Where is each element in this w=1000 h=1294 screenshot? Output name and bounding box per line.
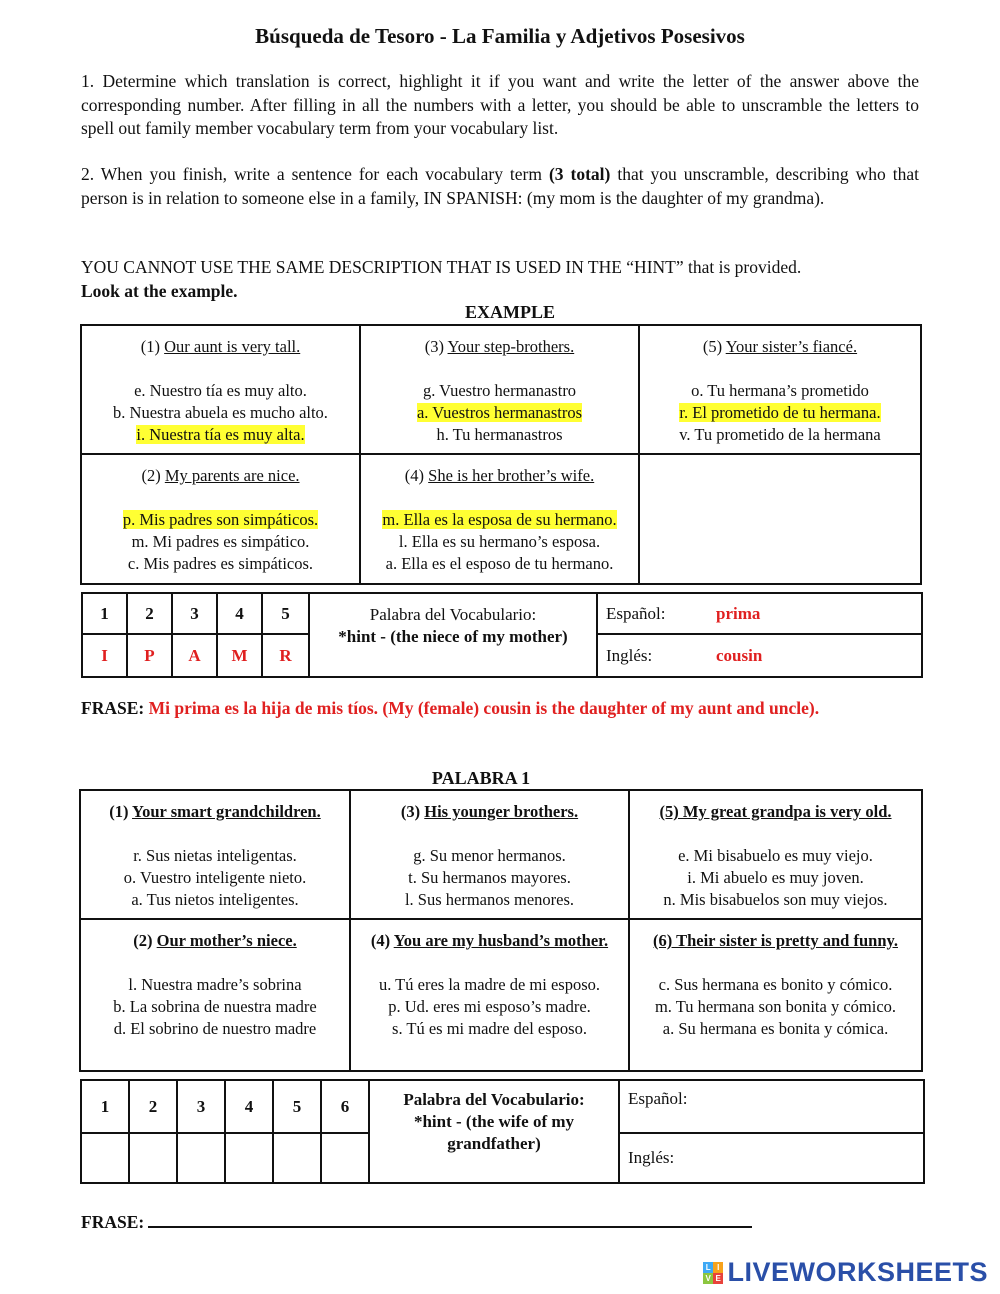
question-prompt: (2) My parents are nice.: [141, 466, 300, 485]
palabra-1-question-1: [80, 790, 350, 919]
vocab-label-cell: [369, 1080, 619, 1183]
option-highlighted[interactable]: a. Vuestros hermanastros: [416, 403, 583, 422]
frase-answer[interactable]: Mi prima es la hija de mis tíos. (My (female) cousin is the daughter of my aunt and uncle).: [148, 698, 820, 718]
option[interactable]: l. Ella es su hermano’s esposa.: [398, 532, 601, 551]
palabra-1-question-3: [350, 790, 629, 919]
example-question-4: [360, 454, 639, 584]
instruction-2-bold: (3 total): [548, 164, 611, 184]
option[interactable]: o. Vuestro inteligente nieto.: [123, 868, 307, 887]
question-prompt: (6) Their sister is pretty and funny.: [653, 931, 898, 950]
instruction-1: 1. Determine which translation is correct, highlight it if you want and write the letter of the answer above the corresponding number. After filling in all the numbers with a letter, you should be able to unscramble the letters to spell out family member vocabulary term from your vocabulary list.: [81, 71, 919, 138]
vocab-hint-line-1: *hint - (the wife of my: [413, 1112, 575, 1131]
question-prompt: (4) She is her brother’s wife.: [404, 466, 595, 485]
number-cell: 3: [172, 593, 217, 634]
question-prompt: (5) My great grandpa is very old.: [659, 802, 892, 821]
ingles-cell[interactable]: [619, 1133, 924, 1183]
page-title: Búsqueda de Tesoro - La Familia y Adjetivos Posesivos: [255, 24, 745, 48]
option[interactable]: b. Nuestra abuela es mucho alto.: [113, 403, 328, 422]
letter-input-cell[interactable]: [177, 1133, 225, 1183]
option-highlighted[interactable]: r. El prometido de tu hermana.: [679, 403, 881, 422]
ingles-cell: [597, 634, 922, 677]
example-question-5: [639, 325, 921, 454]
example-question-2: [81, 454, 360, 584]
instruction-2: [81, 163, 919, 210]
option-highlighted[interactable]: m. Ella es la esposa de su hermano.: [382, 510, 617, 529]
palabra-1-question-2: [80, 919, 350, 1071]
vocab-hint-line-2: grandfather): [447, 1134, 541, 1153]
number-cell: 6: [321, 1080, 369, 1133]
empty-cell: [639, 454, 921, 584]
espanol-cell: [597, 593, 922, 634]
ingles-value[interactable]: cousin: [716, 645, 763, 665]
question-prompt: (5) Your sister’s fiancé.: [702, 337, 858, 356]
liveworksheets-logo-text: LIVEWORKSHEETS: [727, 1257, 988, 1287]
palabra-1-question-table: [79, 789, 923, 1072]
example-frase: FRASE: Mi prima es la hija de mis tíos. (My (female) cousin is the daughter of my aunt and uncle).: [81, 698, 820, 718]
letter-cell[interactable]: P: [127, 634, 172, 677]
option[interactable]: g. Su menor hermanos.: [413, 846, 566, 865]
option[interactable]: l. Sus hermanos menores.: [404, 890, 575, 909]
number-cell: 5: [262, 593, 309, 634]
espanol-cell[interactable]: [619, 1080, 924, 1133]
option-highlighted[interactable]: i. Nuestra tía es muy alta.: [136, 425, 305, 444]
question-prompt: (2) Our mother’s niece.: [133, 931, 297, 950]
option[interactable]: l. Nuestra madre’s sobrina: [128, 975, 302, 994]
option[interactable]: v. Tu prometido de la hermana: [679, 425, 881, 444]
letter-cell[interactable]: R: [262, 634, 309, 677]
example-heading: EXAMPLE: [465, 302, 555, 322]
question-prompt: (1) Our aunt is very tall.: [140, 337, 301, 356]
letter-cell[interactable]: A: [172, 634, 217, 677]
number-cell: 4: [225, 1080, 273, 1133]
letter-input-cell[interactable]: [273, 1133, 321, 1183]
number-cell: 1: [82, 593, 127, 634]
vocab-label-cell: [309, 593, 597, 677]
letter-input-cell[interactable]: [225, 1133, 273, 1183]
option[interactable]: u. Tú eres la madre de mi esposo.: [378, 975, 600, 994]
instruction-2-part-a: 2. When you finish, write a sentence for each vocabulary term: [81, 164, 549, 184]
option[interactable]: p. Ud. eres mi esposo’s madre.: [388, 997, 591, 1016]
question-prompt: (3) Your step-brothers.: [424, 337, 575, 356]
option[interactable]: e. Nuestro tía es muy alto.: [134, 381, 307, 400]
ingles-label: Inglés:: [628, 1148, 675, 1167]
option[interactable]: n. Mis bisabuelos son muy viejos.: [663, 890, 888, 909]
frase-blank-line[interactable]: [148, 1208, 752, 1228]
frase-label: FRASE:: [81, 1212, 145, 1232]
example-question-3: [360, 325, 639, 454]
letter-input-cell[interactable]: [321, 1133, 369, 1183]
option[interactable]: s. Tú es mi madre del esposo.: [392, 1019, 587, 1038]
example-question-table: [80, 324, 922, 585]
number-cell: 2: [129, 1080, 177, 1133]
espanol-label: Español:: [628, 1089, 688, 1108]
option[interactable]: a. Ella es el esposo de tu hermano.: [385, 554, 614, 573]
option[interactable]: r. Sus nietas inteligentas.: [133, 846, 297, 865]
option-highlighted[interactable]: p. Mis padres son simpáticos.: [122, 510, 319, 529]
ingles-label: Inglés:: [606, 645, 653, 665]
option[interactable]: c. Mis padres es simpáticos.: [127, 554, 314, 573]
palabra-1-question-5: [629, 790, 922, 919]
option[interactable]: b. La sobrina de nuestra madre: [113, 997, 317, 1016]
instruction-2-part-b: that you unscramble, describing who that person is in relation to someone else in a family, IN SPANISH: (my mom is the daughter of my grandma).: [81, 164, 919, 208]
option[interactable]: m. Tu hermana son bonita y cómico.: [654, 997, 897, 1016]
question-prompt: (1) Your smart grandchildren.: [109, 802, 321, 821]
espanol-value[interactable]: prima: [716, 603, 761, 623]
palabra-1-answer-grid: [80, 1079, 925, 1184]
liveworksheets-logo-mark: L I V E: [703, 1262, 723, 1284]
option[interactable]: c. Sus hermana es bonito y cómico.: [658, 975, 893, 994]
number-cell: 1: [81, 1080, 129, 1133]
option[interactable]: g. Vuestro hermanastro: [422, 381, 577, 400]
vocab-label: Palabra del Vocabulario:: [403, 1090, 585, 1109]
option[interactable]: o. Tu hermana’s prometido: [691, 381, 869, 400]
option[interactable]: t. Su hermanos mayores.: [408, 868, 571, 887]
option[interactable]: i. Mi abuelo es muy joven.: [687, 868, 864, 887]
letter-input-cell[interactable]: [129, 1133, 177, 1183]
palabra-1-question-4: [350, 919, 629, 1071]
option[interactable]: e. Mi bisabuelo es muy viejo.: [678, 846, 873, 865]
option[interactable]: d. El sobrino de nuestro madre: [113, 1019, 317, 1038]
letter-input-cell[interactable]: [81, 1133, 129, 1183]
letter-cell[interactable]: I: [82, 634, 127, 677]
option[interactable]: a. Tus nietos inteligentes.: [131, 890, 299, 909]
instruction-3: YOU CANNOT USE THE SAME DESCRIPTION THAT IS USED IN THE “HINT” that is provided.: [81, 257, 802, 277]
vocab-label: Palabra del Vocabulario:: [369, 605, 537, 624]
palabra-1-heading: PALABRA 1: [431, 768, 531, 788]
example-answer-grid: [81, 592, 923, 678]
vocab-hint: *hint - (the niece of my mother): [338, 627, 568, 646]
example-question-1: [81, 325, 360, 454]
number-cell: 5: [273, 1080, 321, 1133]
palabra-1-question-6: [629, 919, 922, 1071]
number-cell: 4: [217, 593, 262, 634]
letter-cell[interactable]: M: [217, 634, 262, 677]
option[interactable]: m. Mi padres es simpático.: [131, 532, 310, 551]
instruction-4: Look at the example.: [81, 281, 238, 301]
question-prompt: (3) His younger brothers.: [400, 802, 579, 821]
number-cell: 2: [127, 593, 172, 634]
frase-label: FRASE: [81, 698, 139, 718]
question-prompt: (4) You are my husband’s mother.: [370, 931, 609, 950]
option[interactable]: a. Su hermana es bonita y cómica.: [662, 1019, 889, 1038]
number-cell: 3: [177, 1080, 225, 1133]
palabra-1-frase: [81, 1208, 752, 1233]
espanol-label: Español:: [606, 603, 666, 623]
liveworksheets-logo: [703, 1257, 988, 1288]
option[interactable]: h. Tu hermanastros: [436, 425, 563, 444]
